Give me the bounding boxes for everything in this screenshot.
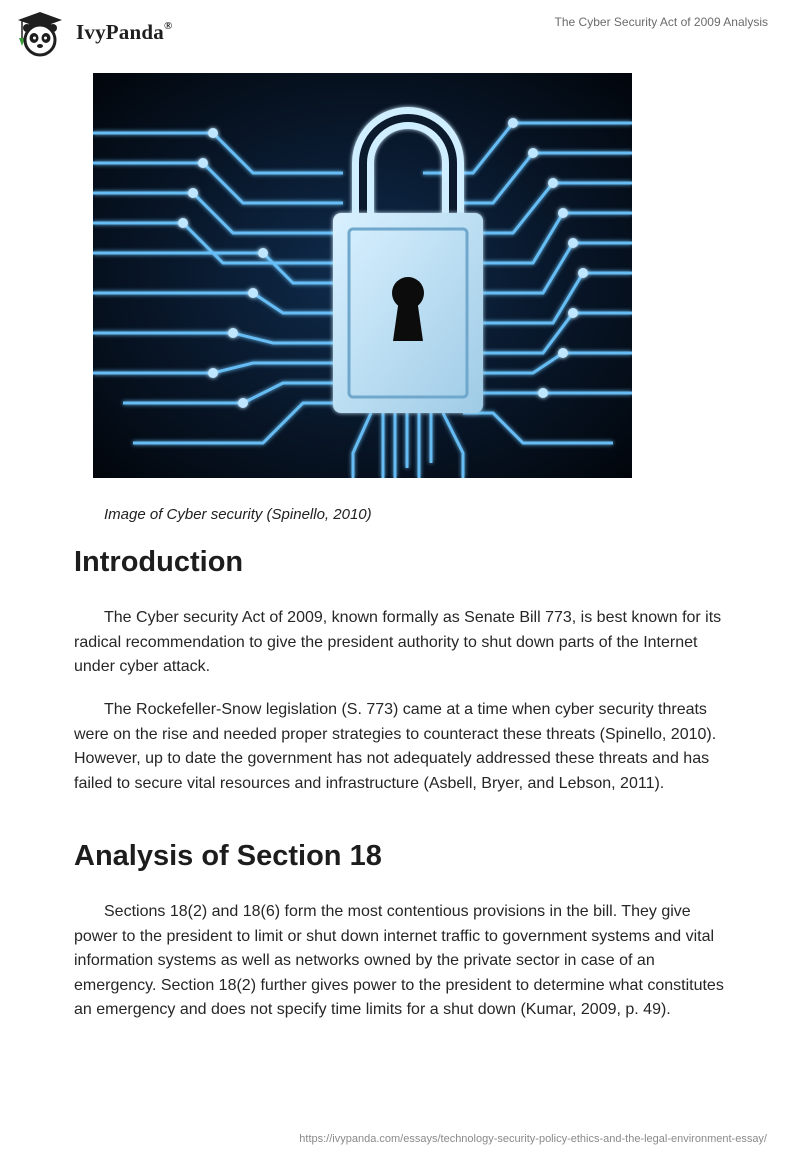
section-heading-introduction: Introduction [74, 546, 244, 578]
cyber-security-padlock-image [93, 73, 632, 478]
paragraph-analysis-1: Sections 18(2) and 18(6) form the most contentious provisions in the bill. They give power to the president to limit or shut down internet traffic to government systems and vital information systems as well as networks owned by the private sector in case of an emergency. Section 18(2) further gives power to the president to determine what constitutes an emergency and does not specify time limits for a shut down (Kumar, 2009, p. 49). [74, 903, 724, 1018]
paragraph-intro-2: The Rockefeller-Snow legislation (S. 773) came at a time when cyber security threats were on the rise and needed proper strategies to counteract these threats (Spinello, 2010). However, up to date the government has not adequately addressed these threats and has failed to secure vital resources and infrastructure (Asbell, Bryer, and Lebson, 2011). [74, 701, 717, 792]
section-heading-analysis: Analysis of Section 18 [74, 840, 382, 872]
document-title: The Cyber Security Act of 2009 Analysis [554, 15, 768, 29]
page-header [0, 0, 800, 70]
paragraph-intro-1: The Cyber security Act of 2009, known formally as Senate Bill 773, is best known for its radical recommendation to give the president authority to shut down parts of the Internet under cyber attack. [74, 609, 722, 675]
figure-caption: Image of Cyber security (Spinello, 2010) [104, 506, 372, 523]
ivypanda-logo-icon[interactable] [14, 8, 66, 58]
source-url-link[interactable]: https://ivypanda.com/essays/technology-security-policy-ethics-and-the-legal-environment-essay/ [299, 1133, 767, 1145]
brand-name[interactable]: IvyPanda® [76, 20, 173, 44]
